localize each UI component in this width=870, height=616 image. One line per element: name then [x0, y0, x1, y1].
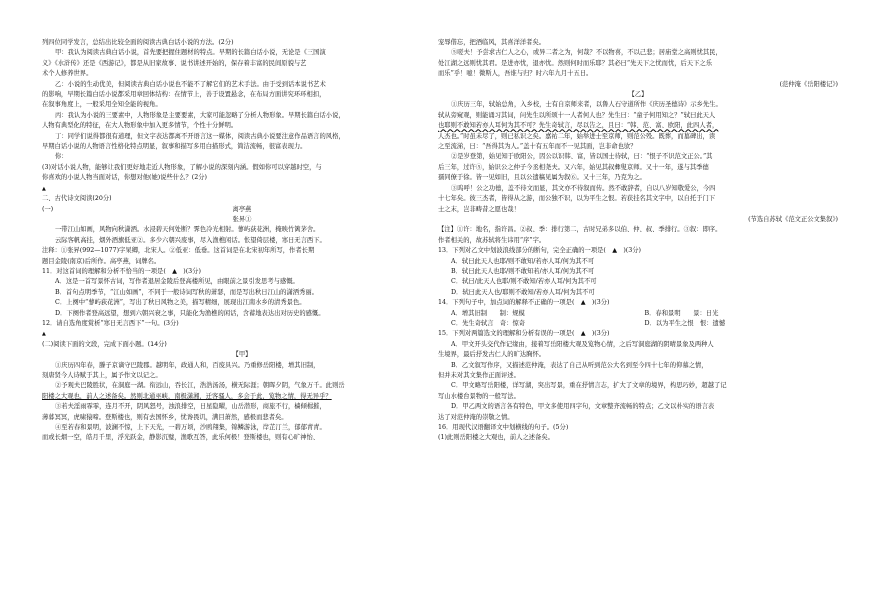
question-13-option: B．轼曰此天人也耶/则不敢知若/亦人耳/何为其不可 — [451, 267, 595, 275]
question-3-line: (3)对话小说人物，能够让我们更好地走近人物形象，了解小说的深刻内涵。假如你可以穿越时空，与 — [42, 163, 322, 171]
text-jia-heading: 【甲】 — [232, 351, 252, 359]
notes-line: 【注】①许：地名，指许昌。②叔、季：排行第二，古时兄弟多以伯、仲、叔、季排行。③叙：即序。 — [438, 226, 722, 234]
text-jia-line: ⑤嗟夫！予尝求古仁人之心，或异二者之为，何哉？不以物喜，不以己悲；居庙堂之高则忧其民， — [451, 49, 722, 57]
part-2-heading: (二)阅读下面的文段，完成下面小题。(14分) — [42, 340, 167, 348]
answer-mark: ▲ — [42, 331, 46, 338]
notes-line: 作者相关的，故苏轼将生讳用“序”字。 — [438, 236, 546, 244]
student-yi-line: 的影响，早期长篇白话小说都采用章回体结构：在情节上，善于设置悬念，在布局方面讲究环环相扣， — [42, 91, 326, 99]
text-yi-line: ①庆历三年，轼始总角，入乡校，士有自京师来者，以鲁人石守道所作《庆历圣德诗》示乡先生。 — [451, 101, 722, 109]
text-yi-line: 后三年，过许⑤，始识公之仲子今丞相尧夫。又六年，始见其叔彝叟京师。又十一年，遂与其季德 — [438, 163, 709, 171]
student-jia-line: 义》《水浒传》还是《西游记》，都是从旧家故事、说书讲述开始的，保存着丰富的民间原貌与艺 — [42, 59, 307, 67]
text-jia-line: ②予观夫巴陵胜状，在洞庭一湖。衔远山，吞长江，浩浩汤汤，横无际涯；朝晖夕阴，气象万千。此则岳 — [55, 382, 345, 390]
question-14-options-row — [438, 309, 838, 319]
part-1-label: (一) — [42, 205, 54, 213]
question-15: 15．下列对两篇选文的理解和分析有误的一项是( ▲ )(3分) — [438, 330, 610, 338]
text-yi-line: 之至流涕，曰：“吾得其为人。”盖十有五年而不一见其面，岂非命也欤？ — [438, 143, 637, 151]
question-15-option: 写山水楼台景物的一般写法。 — [438, 392, 520, 400]
poem-note-line: 题目金陵(南京)后所作。高亭燕，词牌名。 — [42, 257, 161, 265]
question-11: 11．对这首词的理解和分析不恰当的一项是( ▲ )(3分) — [42, 267, 201, 275]
question-11-option: B．首句点明季节，“江山如画”，不同于一般诗词写秋的萧瑟，而是写出秋日江山的潇洒秀丽。 — [55, 288, 318, 296]
text-yi-line: 轼从旁窥观，则能诵习其词，问先生以所颂十一人者何人也？先生曰：“童子何用知之？”轼曰此天人 — [438, 111, 716, 119]
answer-mark: ▲ — [42, 185, 46, 192]
source-yi: (节选自苏轼《范文正公文集叙》) — [748, 215, 838, 223]
text-yi-line: 十七年矣。彼三杰者，皆得从之游，而公独不识，以为平生之恨。若获挂名其文字中，以自托于门下 — [438, 195, 716, 203]
text-jia-line: 刻唐贤今人诗赋于其上，属予作文以记之。 — [42, 371, 162, 379]
student-yi-line: 乙：小说的生动优美，但阅读古典白话小说也不能不了解它们的艺术手法。由于受到话本说书艺术 — [55, 80, 326, 88]
question-13-option: D．轼曰此天人也/耶则不敢知/若亦人耳/何为其不可 — [451, 288, 595, 296]
text-yi-heading: 【乙】 — [628, 91, 648, 99]
text-yi-line: 人杰也。”时虽未尽了，则已私识之矣。嘉祐二年，始举进士至京师，则范公殁。既葬，而墓碑出，读 — [438, 132, 716, 140]
text-yi-line: ②是岁登第，始见知于欧阳公，因公以识韩、富，皆以国士待轼，曰：“恨子不识范文正公。”其 — [451, 153, 713, 161]
text-jia-continued: 宠辱偕忘，把酒临风，其喜洋洋者矣。 — [438, 39, 546, 46]
poem-title: 离亭燕 — [232, 205, 252, 213]
source-jia: (范仲淹《岳阳楼记》) — [779, 80, 838, 88]
question-16-item-1: (1)此则岳阳楼之大观也，前人之述备矣。 — [438, 434, 554, 442]
text-yi-line: 孺同僚于徐。皆一见如旧，且以公遗稿见属为叙⑥。又十三年，乃克为之。 — [438, 174, 646, 182]
question-11-option: A．这是一首写景怀古词，写作者退居金陵后登高楼所见，由眼前之景引发思考与感慨。 — [55, 278, 299, 286]
poem-note-line: 注释：①张昇(992—1077)字杲卿，北宋人。②低亚：低垂。这首词是在北宋初年所写，作者长期 — [42, 247, 315, 255]
question-13-option: C．轼曰/此天人也耶/则不敢知/若亦人耳/何为其不可 — [451, 278, 597, 286]
question-15-option: B．乙文叙写作序，又描述范仲淹，表达了自己从听到范公大名到至今四十七年的仰慕之情， — [451, 361, 708, 369]
student-bing-line: 人物有典型化的特征，在大人物形象中加入更多情节，个性十分鲜明。 — [42, 122, 238, 130]
question-3-line: 你喜欢的小说人物当面对话，你想对他(她)说些什么？(2分) — [42, 174, 207, 182]
student-jia-line: 甲：我认为阅读古典白话小说，首先要把握住题材的特点。早期的长篇白话小说，无论是《三国演 — [55, 49, 326, 57]
text-yi-line: 也耶则不敢知若亦人耳何为其不可？先生奇轼言，尽以告之，且曰：“韩、范、富、欧阳，此四人者， — [438, 122, 719, 130]
question-15-option: 达了对范仲淹的崇敬之情。 — [438, 413, 514, 421]
text-jia-line: 处江湖之远则忧其君。是进亦忧，退亦忧。然则何时而乐耶？其必曰“先天下之忧而忧，后天下之乐 — [438, 59, 712, 67]
student-bing-line: 丙：我认为小说的三要素中，人物形象是主要要素，大家可能忽略了分析人物形象。早期长篇白话小说， — [55, 111, 345, 119]
student-ding-line: 丁：同学们说得都很有道理，但文字表达都离不开语言这一媒体，阅读古典小说要注意作品语言的风格， — [55, 132, 345, 140]
student-ding-line: 早期白话小说的人物语言性格化特点明显，叙事和描写多用白描形式，简洁流畅，很富表现力。 — [42, 143, 307, 151]
question-14-options-row — [438, 319, 838, 329]
intro-line: 列四位同学发言，总结出比较全面的阅读古典白话小说的方法。(2分) — [42, 39, 234, 46]
question-16: 16．用现代汉语翻译文中划横线的句子。(5分) — [438, 424, 569, 432]
question-15-option: D．甲乙两文的语言各有特色，甲文多使用四字句，文章整齐流畅的特点；乙文以朴实的语言表 — [451, 403, 715, 411]
poem-title-row — [42, 205, 442, 215]
left-column — [42, 38, 442, 444]
section-2-heading: 二、古代诗文阅读(20分) — [42, 195, 112, 203]
text-jia-line: 而或长烟一空，皓月千里，浮光跃金，静影沉璧，渔歌互答，此乐何极！登斯楼也，则有心旷神怡、 — [42, 434, 320, 442]
text-jia-line: 薄暮冥冥，虎啸猿啼。登斯楼也，则有去国怀乡，忧谗畏讥，满目萧然，感极而悲者矣。 — [42, 413, 288, 421]
question-15-option: C．甲文略写岳阳楼，详写湖，突出写景，重在抒情言志，扩大了文章的境界，构思巧妙，超越了记 — [451, 382, 727, 390]
text-yi-line: ③呜呼！公之功德，盖不待文而显，其文亦不待叙而传。然不敢辞者，自以八岁知敬爱公，今四 — [451, 184, 716, 192]
question-14-option: D．以为平生之恨 恨：遗憾 — [644, 319, 726, 327]
poem-line: 一带江山如画，风物向秋潇洒。水浸碧天何处断？霁色冷光相射。蓼屿荻花洲，掩映竹篱茅舍。 — [55, 226, 320, 234]
text-jia-line: ④至若春和景明，波澜不惊，上下天光，一碧万顷，沙鸥翔集，锦鳞游泳，岸芷汀兰，郁郁青青。 — [55, 424, 326, 432]
question-12: 12．请自选角度赏析“寒日无言西下”一句。(3分) — [42, 319, 179, 327]
student-jia-line: 术个人修养世界。 — [42, 70, 93, 78]
poem-author: 张昇① — [232, 215, 252, 223]
question-15-option: 生境界，最后抒发古仁人的旷达胸怀。 — [438, 351, 546, 359]
question-14: 14．下列句子中，加点词的解释不正确的一项是( ▲ )(3分) — [438, 299, 610, 307]
answer-you: 你： — [55, 153, 68, 161]
question-14-option: A．增其旧制 制：规模 — [451, 309, 525, 317]
text-yi-line: 士之末，岂非畴昔之愿也哉！ — [438, 205, 520, 213]
student-yi-line: 在叙事角度上，一般采用全知全能的视角。 — [42, 101, 162, 109]
question-13: 13．下列对乙文中划波浪线部分的断句，完全正确的一项是( ▲ )(3分) — [438, 247, 642, 255]
question-11-option: C．上阕中“蓼屿荻花洲”，写出了秋日风物之美，描写精细，展现出江南水乡的清秀景色。 — [55, 299, 306, 307]
right-column — [438, 38, 838, 444]
text-jia-line: 阳楼之大观也，前人之述备矣。然则北通巫峡，南极潇湘，迁客骚人，多会于此，览物之情，得无异乎？ — [42, 392, 332, 400]
text-jia-line: ③若夫淫雨霏霏，连月不开，阴风怒号，浊浪排空，日星隐曜，山岳潜形，商旅不行，樯倾楫摧， — [55, 403, 326, 411]
question-11-option: D．下阕作者登高远望，想到六朝兴衰之事，只能化为渔樵的闲话，含蓄地表达出对历史的感慨。 — [55, 309, 325, 317]
question-14-option: B．春和景明 景：日光 — [644, 309, 719, 317]
question-13-option: A．轼曰此天人也耶/则不敢知/若亦人耳/何为其不可 — [451, 257, 595, 265]
text-jia-line: 而乐”乎！噫！微斯人，吾谁与归？时六年九月十五日。 — [438, 70, 593, 78]
poem-line: 云际客帆高挂，烟外酒旗低亚②。多少六朝兴废事，尽入渔樵闲话。怅望倚层楼，寒日无言西下。 — [55, 236, 326, 244]
question-14-option: C．先生奇轼言 奇：惊奇 — [451, 319, 526, 327]
text-jia-line: ①庆历四年春，滕子京谪守巴陵郡。越明年，政通人和，百废具兴。乃重修岳阳楼，增其旧制， — [55, 361, 320, 369]
question-15-option: 但并未对其文集作正面评述。 — [438, 372, 520, 379]
question-15-option: A．甲文开头交代作记缘由，接着写岳阳楼大观及览物心情，之后写洞庭湖的阴晴景象及两种人 — [451, 340, 714, 348]
